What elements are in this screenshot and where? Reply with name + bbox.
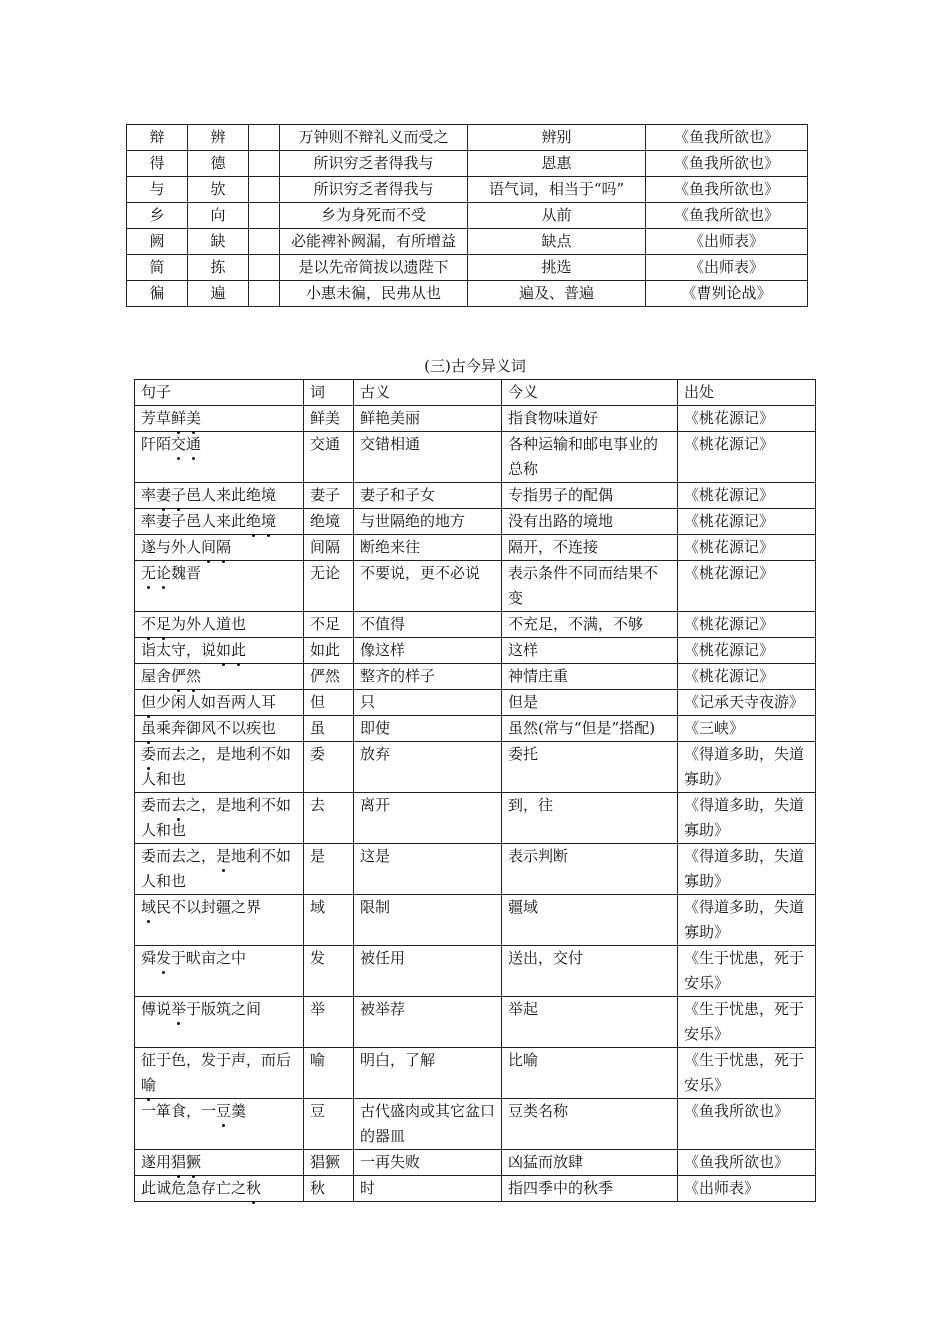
table-row bbox=[135, 1099, 816, 1150]
sentence: 舜发于畎亩之中 bbox=[135, 946, 304, 997]
meaning: 挑选 bbox=[468, 255, 646, 281]
ancient-meaning: 不值得 bbox=[354, 612, 502, 638]
modern-meaning: 这样 bbox=[502, 638, 678, 664]
sentence: 遂与外人间隔 bbox=[135, 535, 304, 561]
sentence: 诣太守，说如此 bbox=[135, 638, 304, 664]
sentence: 域民不以封疆之界 bbox=[135, 895, 304, 946]
emphasized-char: 隔 bbox=[216, 535, 231, 560]
meaning: 缺点 bbox=[468, 229, 646, 255]
table-row bbox=[127, 255, 808, 281]
meaning: 辨别 bbox=[468, 125, 646, 151]
sentence: 委而去之，是地利不如人和也 bbox=[135, 742, 304, 793]
emphasized-char: 但 bbox=[141, 690, 156, 715]
header-sentence: 句子 bbox=[135, 380, 304, 406]
section-title: (三)古今异义词 bbox=[424, 357, 526, 375]
ancient-meaning: 与世隔绝的地方 bbox=[354, 509, 502, 535]
ancient-meaning: 即使 bbox=[354, 716, 502, 742]
source: 《鱼我所欲也》 bbox=[646, 151, 808, 177]
emphasized-char: 无 bbox=[141, 561, 156, 586]
word: 交通 bbox=[304, 432, 354, 483]
emphasized-char: 举 bbox=[171, 997, 186, 1022]
word: 绝境 bbox=[304, 509, 354, 535]
ancient-meaning: 交错相通 bbox=[354, 432, 502, 483]
table-row bbox=[135, 638, 816, 664]
emphasized-char: 是 bbox=[216, 844, 231, 869]
table-row bbox=[135, 690, 816, 716]
table-row bbox=[135, 895, 816, 946]
example-sentence: 乡为身死而不受 bbox=[280, 203, 468, 229]
modern-meaning: 到，往 bbox=[502, 793, 678, 844]
char-original: 徧 bbox=[127, 281, 188, 307]
char-tongjia: 遍 bbox=[188, 281, 249, 307]
word: 虽 bbox=[304, 716, 354, 742]
emphasized-char: 委 bbox=[141, 742, 156, 767]
table-row bbox=[135, 1150, 816, 1176]
table-row bbox=[135, 432, 816, 483]
blank-cell bbox=[249, 229, 280, 255]
table-row bbox=[135, 664, 816, 690]
word: 豆 bbox=[304, 1099, 354, 1150]
source: 《桃花源记》 bbox=[678, 432, 816, 483]
sentence: 委而去之，是地利不如人和也 bbox=[135, 793, 304, 844]
table-row bbox=[127, 281, 808, 307]
char-original: 简 bbox=[127, 255, 188, 281]
emphasized-char: 论 bbox=[156, 561, 171, 586]
example-sentence: 所识穷乏者得我与 bbox=[280, 151, 468, 177]
table-row bbox=[135, 1176, 816, 1202]
char-original: 阙 bbox=[127, 229, 188, 255]
source: 《得道多助，失道寡助》 bbox=[678, 895, 816, 946]
example-sentence: 小惠未徧，民弗从也 bbox=[280, 281, 468, 307]
ancient-meaning: 妻子和子女 bbox=[354, 483, 502, 509]
char-original: 辩 bbox=[127, 125, 188, 151]
word: 委 bbox=[304, 742, 354, 793]
sentence: 一箪食，一豆羹 bbox=[135, 1099, 304, 1150]
word: 举 bbox=[304, 997, 354, 1048]
source: 《桃花源记》 bbox=[678, 406, 816, 432]
modern-meaning: 不充足，不满，不够 bbox=[502, 612, 678, 638]
word: 去 bbox=[304, 793, 354, 844]
emphasized-char: 秋 bbox=[246, 1176, 261, 1201]
modern-meaning: 没有出路的境地 bbox=[502, 509, 678, 535]
modern-meaning: 疆域 bbox=[502, 895, 678, 946]
meaning: 语气词，相当于“吗” bbox=[468, 177, 646, 203]
emphasized-char: 然 bbox=[186, 664, 201, 689]
ancient-meaning: 像这样 bbox=[354, 638, 502, 664]
source: 《生于忧患，死于安乐》 bbox=[678, 997, 816, 1048]
sentence: 征于色，发于声，而后喻 bbox=[135, 1048, 304, 1099]
source: 《鱼我所欲也》 bbox=[678, 1099, 816, 1150]
ancient-meaning: 断绝来往 bbox=[354, 535, 502, 561]
source: 《得道多助，失道寡助》 bbox=[678, 742, 816, 793]
modern-meaning: 委托 bbox=[502, 742, 678, 793]
source: 《三峡》 bbox=[678, 716, 816, 742]
table-row bbox=[127, 151, 808, 177]
source: 《桃花源记》 bbox=[678, 638, 816, 664]
blank-cell bbox=[249, 125, 280, 151]
ancient-meaning: 放弃 bbox=[354, 742, 502, 793]
emphasized-char: 鲜 bbox=[171, 406, 186, 431]
word: 不足 bbox=[304, 612, 354, 638]
source: 《桃花源记》 bbox=[678, 535, 816, 561]
word: 间隔 bbox=[304, 535, 354, 561]
source: 《得道多助，失道寡助》 bbox=[678, 844, 816, 895]
emphasized-char: 通 bbox=[186, 432, 201, 457]
emphasized-char: 俨 bbox=[171, 664, 186, 689]
char-tongjia: 德 bbox=[188, 151, 249, 177]
modern-meaning: 比喻 bbox=[502, 1048, 678, 1099]
ancient-meaning: 离开 bbox=[354, 793, 502, 844]
table-row bbox=[135, 561, 816, 612]
source: 《桃花源记》 bbox=[678, 561, 816, 612]
emphasized-char: 喻 bbox=[141, 1073, 156, 1098]
sentence: 无论魏晋 bbox=[135, 561, 304, 612]
table-row bbox=[127, 229, 808, 255]
meaning: 遍及、普遍 bbox=[468, 281, 646, 307]
emphasized-char: 豆 bbox=[216, 1099, 231, 1124]
char-tongjia: 缺 bbox=[188, 229, 249, 255]
sentence: 阡陌交通 bbox=[135, 432, 304, 483]
emphasized-char: 域 bbox=[141, 895, 156, 920]
modern-meaning: 隔开，不连接 bbox=[502, 535, 678, 561]
table-row bbox=[135, 509, 816, 535]
sentence: 不足为外人道也 bbox=[135, 612, 304, 638]
blank-cell bbox=[249, 281, 280, 307]
table-row bbox=[127, 203, 808, 229]
emphasized-char: 境 bbox=[261, 509, 276, 534]
sentence: 率妻子邑人来此绝境 bbox=[135, 509, 304, 535]
word: 但 bbox=[304, 690, 354, 716]
source: 《曹刿论战》 bbox=[646, 281, 808, 307]
emphasized-char: 此 bbox=[231, 638, 246, 663]
emphasized-char: 不 bbox=[141, 612, 156, 637]
example-sentence: 必能裨补阙漏，有所增益 bbox=[280, 229, 468, 255]
table-row bbox=[127, 125, 808, 151]
emphasized-char: 猖 bbox=[171, 1150, 186, 1175]
ancient-meaning: 时 bbox=[354, 1176, 502, 1202]
char-tongjia: 向 bbox=[188, 203, 249, 229]
source: 《得道多助，失道寡助》 bbox=[678, 793, 816, 844]
modern-meaning: 各种运输和邮电事业的总称 bbox=[502, 432, 678, 483]
header-ancient-meaning: 古义 bbox=[354, 380, 502, 406]
table-row bbox=[135, 612, 816, 638]
emphasized-char: 子 bbox=[171, 483, 186, 508]
modern-meaning: 神情庄重 bbox=[502, 664, 678, 690]
blank-cell bbox=[249, 255, 280, 281]
blank-cell bbox=[249, 203, 280, 229]
word: 俨然 bbox=[304, 664, 354, 690]
modern-meaning: 虽然(常与“但是”搭配) bbox=[502, 716, 678, 742]
source: 《出师表》 bbox=[646, 229, 808, 255]
tongjiazi-table bbox=[126, 124, 808, 307]
table-row bbox=[135, 483, 816, 509]
header-modern-meaning: 今义 bbox=[502, 380, 678, 406]
source: 《鱼我所欲也》 bbox=[646, 125, 808, 151]
sentence: 虽乘奔御风不以疾也 bbox=[135, 716, 304, 742]
example-sentence: 万钟则不辩礼义而受之 bbox=[280, 125, 468, 151]
emphasized-char: 足 bbox=[156, 612, 171, 637]
table-row bbox=[135, 406, 816, 432]
emphasized-char: 发 bbox=[156, 946, 171, 971]
modern-meaning: 表示条件不同而结果不变 bbox=[502, 561, 678, 612]
modern-meaning: 指食物味道好 bbox=[502, 406, 678, 432]
modern-meaning: 凶猛而放肆 bbox=[502, 1150, 678, 1176]
ancient-meaning: 被任用 bbox=[354, 946, 502, 997]
header-word: 词 bbox=[304, 380, 354, 406]
emphasized-char: 间 bbox=[201, 535, 216, 560]
char-tongjia: 辨 bbox=[188, 125, 249, 151]
modern-meaning: 送出，交付 bbox=[502, 946, 678, 997]
modern-meaning: 指四季中的秋季 bbox=[502, 1176, 678, 1202]
ancient-meaning: 不要说，更不必说 bbox=[354, 561, 502, 612]
sentence: 但少闲人如吾两人耳 bbox=[135, 690, 304, 716]
source: 《生于忧患，死于安乐》 bbox=[678, 946, 816, 997]
sentence: 芳草鲜美 bbox=[135, 406, 304, 432]
word: 秋 bbox=[304, 1176, 354, 1202]
blank-cell bbox=[249, 151, 280, 177]
sentence: 屋舍俨然 bbox=[135, 664, 304, 690]
emphasized-char: 去 bbox=[171, 793, 186, 818]
meaning: 恩惠 bbox=[468, 151, 646, 177]
emphasized-char: 妻 bbox=[156, 483, 171, 508]
source: 《鱼我所欲也》 bbox=[678, 1150, 816, 1176]
word: 域 bbox=[304, 895, 354, 946]
ancient-meaning: 古代盛肉或其它盆口的器皿 bbox=[354, 1099, 502, 1150]
emphasized-char: 虽 bbox=[141, 716, 156, 741]
blank-cell bbox=[249, 177, 280, 203]
source: 《桃花源记》 bbox=[678, 509, 816, 535]
emphasized-char: 美 bbox=[186, 406, 201, 431]
ancient-meaning: 被举荐 bbox=[354, 997, 502, 1048]
example-sentence: 是以先帝简拔以遗陛下 bbox=[280, 255, 468, 281]
sentence: 傅说举于版筑之间 bbox=[135, 997, 304, 1048]
modern-meaning: 但是 bbox=[502, 690, 678, 716]
source: 《桃花源记》 bbox=[678, 612, 816, 638]
ancient-meaning: 这是 bbox=[354, 844, 502, 895]
emphasized-char: 獗 bbox=[186, 1150, 201, 1175]
table-row bbox=[135, 1048, 816, 1099]
ancient-meaning: 整齐的样子 bbox=[354, 664, 502, 690]
word: 无论 bbox=[304, 561, 354, 612]
source: 《桃花源记》 bbox=[678, 483, 816, 509]
source: 《鱼我所欲也》 bbox=[646, 203, 808, 229]
table-row bbox=[135, 844, 816, 895]
source: 《出师表》 bbox=[678, 1176, 816, 1202]
source: 《鱼我所欲也》 bbox=[646, 177, 808, 203]
source: 《出师表》 bbox=[646, 255, 808, 281]
source: 《生于忧患，死于安乐》 bbox=[678, 1048, 816, 1099]
table-row bbox=[135, 793, 816, 844]
table-row bbox=[127, 177, 808, 203]
table-row bbox=[135, 742, 816, 793]
ancient-meaning: 限制 bbox=[354, 895, 502, 946]
sentence: 遂用猖獗 bbox=[135, 1150, 304, 1176]
table-row bbox=[135, 997, 816, 1048]
source: 《桃花源记》 bbox=[678, 664, 816, 690]
ancient-meaning: 只 bbox=[354, 690, 502, 716]
emphasized-char: 绝 bbox=[246, 509, 261, 534]
ancient-meaning: 明白，了解 bbox=[354, 1048, 502, 1099]
emphasized-char: 如 bbox=[216, 638, 231, 663]
word: 发 bbox=[304, 946, 354, 997]
meaning: 从前 bbox=[468, 203, 646, 229]
word: 如此 bbox=[304, 638, 354, 664]
sentence: 委而去之，是地利不如人和也 bbox=[135, 844, 304, 895]
table-header-row bbox=[135, 380, 816, 406]
modern-meaning: 表示判断 bbox=[502, 844, 678, 895]
word: 猖獗 bbox=[304, 1150, 354, 1176]
ancient-meaning: 鲜艳美丽 bbox=[354, 406, 502, 432]
table-row bbox=[135, 535, 816, 561]
source: 《记承天寺夜游》 bbox=[678, 690, 816, 716]
gujin-yiyi-table bbox=[134, 379, 816, 1202]
sentence: 此诚危急存亡之秋 bbox=[135, 1176, 304, 1202]
char-tongjia: 拣 bbox=[188, 255, 249, 281]
word: 喻 bbox=[304, 1048, 354, 1099]
modern-meaning: 举起 bbox=[502, 997, 678, 1048]
ancient-meaning: 一再失败 bbox=[354, 1150, 502, 1176]
sentence: 率妻子邑人来此绝境 bbox=[135, 483, 304, 509]
modern-meaning: 专指男子的配偶 bbox=[502, 483, 678, 509]
char-original: 得 bbox=[127, 151, 188, 177]
table-row bbox=[135, 716, 816, 742]
word: 鲜美 bbox=[304, 406, 354, 432]
word: 妻子 bbox=[304, 483, 354, 509]
word: 是 bbox=[304, 844, 354, 895]
modern-meaning: 豆类名称 bbox=[502, 1099, 678, 1150]
table-row bbox=[135, 946, 816, 997]
header-source: 出处 bbox=[678, 380, 816, 406]
char-tongjia: 欤 bbox=[188, 177, 249, 203]
char-original: 与 bbox=[127, 177, 188, 203]
char-original: 乡 bbox=[127, 203, 188, 229]
example-sentence: 所识穷乏者得我与 bbox=[280, 177, 468, 203]
emphasized-char: 交 bbox=[171, 432, 186, 457]
